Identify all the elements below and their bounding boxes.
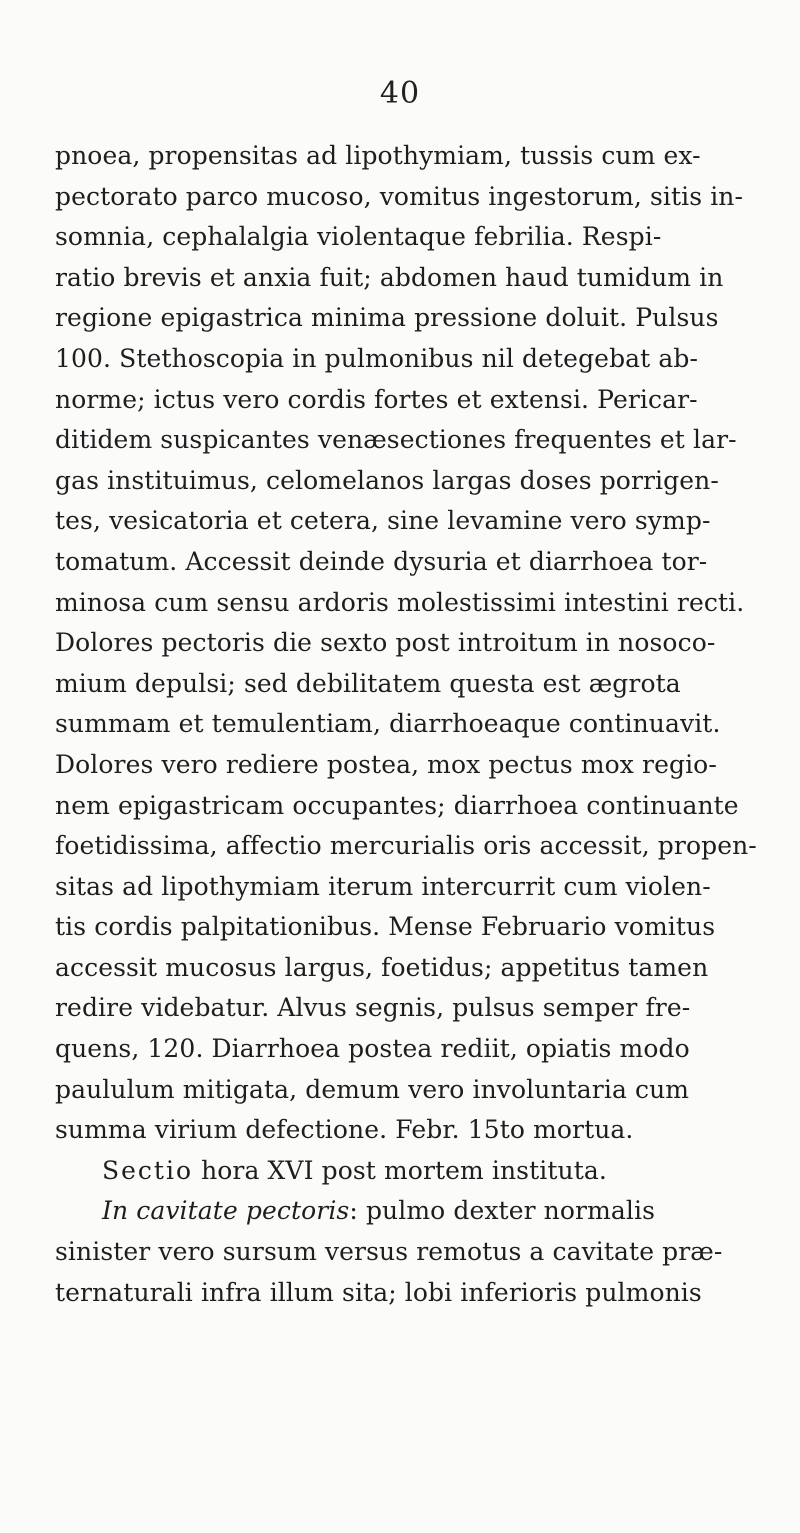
text-line: quens, 120. Diarrhoea postea rediit, opiatis modo xyxy=(55,1034,690,1064)
text-line: ratio brevis et anxia fuit; abdomen haud tumidum in xyxy=(55,262,724,292)
cavitas-line xyxy=(55,1191,785,1232)
text-line: mium depulsi; sed debilitatem questa est ægrota xyxy=(55,668,681,698)
text-line: redire videbatur. Alvus segnis, pulsus semper fre- xyxy=(55,993,691,1023)
sectio-word: Sectio xyxy=(102,1155,194,1185)
text-line: ditidem suspicantes venæsectiones frequentes et lar- xyxy=(55,425,737,455)
text-line: sinister vero sursum versus remotus a cavitate præ- xyxy=(55,1237,723,1267)
text-line: tomatum. Accessit deinde dysuria et diarrhoea tor- xyxy=(55,546,708,576)
text-line: minosa cum sensu ardoris molestissimi intestini recti. xyxy=(55,587,745,617)
text-line: accessit mucosus largus, foetidus; appetitus tamen xyxy=(55,952,709,982)
sectio-rest: hora XVI post mortem instituta. xyxy=(193,1155,607,1185)
text-line: ternaturali infra illum sita; lobi inferioris pulmonis xyxy=(55,1277,702,1307)
text-line: foetidissima, affectio mercurialis oris accessit, propen- xyxy=(55,831,757,861)
text-line: summa virium defectione. Febr. 15to mortua. xyxy=(55,1115,634,1145)
text-line: sitas ad lipothymiam iterum intercurrit cum violen- xyxy=(55,871,711,901)
text-line: nem epigastricam occupantes; diarrhoea continuante xyxy=(55,790,739,820)
page-number: 40 xyxy=(379,76,421,111)
text-line: regione epigastrica minima pressione doluit. Pulsus xyxy=(55,303,719,333)
text-line: somnia, cephalalgia violentaque febrilia. Respi- xyxy=(55,222,662,252)
text-line: pectorato parco mucoso, vomitus ingestorum, sitis in- xyxy=(55,181,744,211)
text-line: norme; ictus vero cordis fortes et extensi. Pericar- xyxy=(55,384,698,414)
cavitas-heading: In cavitate pectoris xyxy=(102,1196,350,1226)
sectio-line xyxy=(55,1151,785,1192)
body-text xyxy=(55,136,785,1313)
text-line: 100. Stethoscopia in pulmonibus nil detegebat ab- xyxy=(55,343,699,373)
text-line: tis cordis palpitationibus. Mense Februario vomitus xyxy=(55,912,716,942)
text-line: Dolores pectoris die sexto post introitum in nosoco- xyxy=(55,628,716,658)
cavitas-rest: : pulmo dexter normalis xyxy=(349,1196,656,1226)
text-line: gas instituimus, celomelanos largas doses porrigen- xyxy=(55,465,719,495)
text-line: tes, vesicatoria et cetera, sine levamine vero symp- xyxy=(55,506,711,536)
text-line: Dolores vero rediere postea, mox pectus mox regio- xyxy=(55,749,717,779)
text-line: pnoea, propensitas ad lipothymiam, tussis cum ex- xyxy=(55,141,701,170)
text-line: paululum mitigata, demum vero involuntaria cum xyxy=(55,1074,690,1104)
text-line: summam et temulentiam, diarrhoeaque continuavit. xyxy=(55,709,721,739)
